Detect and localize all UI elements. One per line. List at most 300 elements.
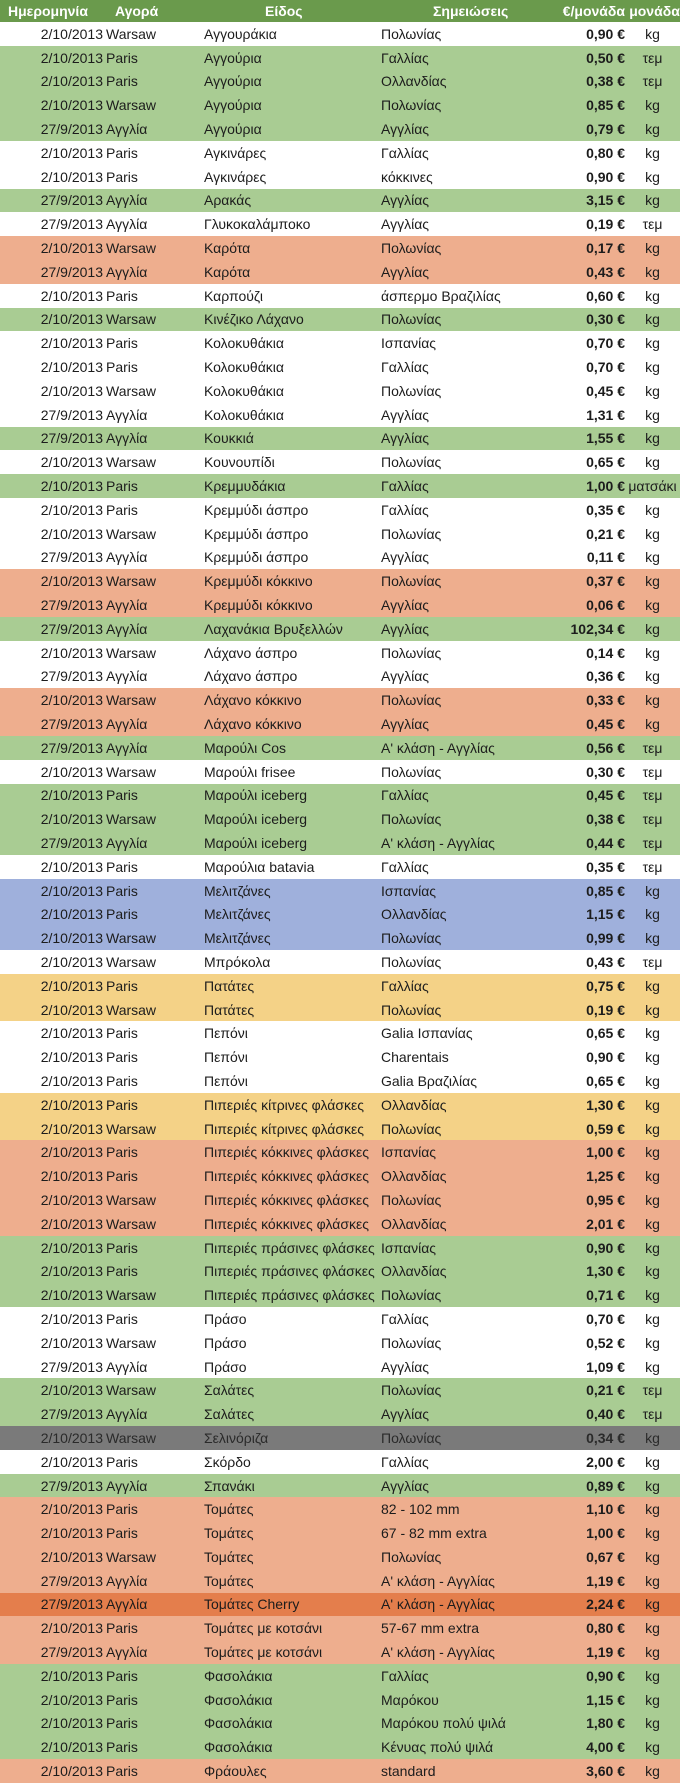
cell-item: Αγγούρια [204,73,262,90]
header-item: Είδος [265,3,303,19]
cell-unit: kg [645,263,660,280]
cell-market: Αγγλία [106,1644,148,1661]
cell-date: 2/10/2013 [40,882,103,899]
cell-date: 2/10/2013 [40,1287,103,1304]
cell-item: Αγγούρια [204,49,262,66]
table-row [0,1188,680,1212]
table-row [0,284,680,308]
cell-unit: kg [645,668,660,685]
cell-notes: Πολωνίας [381,953,442,970]
cell-price: 0,70 € [586,1310,625,1327]
cell-notes: Ολλανδίας [381,73,447,90]
cell-price: 1,25 € [586,1168,625,1185]
cell-price: 0,95 € [586,1191,625,1208]
cell-unit: kg [645,644,660,661]
cell-notes: Πολωνίας [381,97,442,114]
cell-price: 0,50 € [586,49,625,66]
cell-date: 2/10/2013 [40,1429,103,1446]
cell-item: Πράσο [204,1310,247,1327]
cell-unit: kg [645,525,660,542]
cell-unit: kg [645,1096,660,1113]
cell-unit: kg [645,573,660,590]
cell-item: Πατάτες [204,977,255,994]
header-market: Αγορά [115,3,159,19]
cell-item: Πεπόνι [204,1025,248,1042]
cell-market: Warsaw [106,811,157,828]
cell-unit: τεμ [642,763,663,780]
cell-item: Πράσο [204,1358,247,1375]
cell-price: 1,31 € [586,406,625,423]
cell-market: Αγγλία [106,263,148,280]
cell-price: 0,43 € [586,263,625,280]
cell-item: Λάχανο κόκκινο [204,692,302,709]
cell-date: 27/9/2013 [40,192,103,209]
cell-price: 0,90 € [586,1239,625,1256]
cell-item: Κρεμμύδι άσπρο [204,525,309,542]
table-row [0,1616,680,1640]
cell-unit: kg [645,97,660,114]
table-row [0,165,680,189]
cell-date: 27/9/2013 [40,549,103,566]
cell-item: Τομάτες [204,1572,254,1589]
cell-date: 2/10/2013 [40,168,103,185]
cell-unit: kg [645,1287,660,1304]
cell-price: 0,99 € [586,930,625,947]
cell-notes: Μαρόκου [381,1691,439,1708]
cell-market: Warsaw [106,1382,157,1399]
cell-notes: standard [381,1763,436,1780]
cell-notes: Πολωνίας [381,1334,442,1351]
cell-notes: Πολωνίας [381,573,442,590]
cell-date: 2/10/2013 [40,930,103,947]
cell-price: 0,19 € [586,1001,625,1018]
cell-date: 27/9/2013 [40,597,103,614]
table-row [0,427,680,451]
cell-item: Μαρούλι iceberg [204,834,308,851]
cell-date: 2/10/2013 [40,1310,103,1327]
cell-date: 2/10/2013 [40,1667,103,1684]
cell-date: 2/10/2013 [40,1382,103,1399]
cell-price: 0,65 € [586,1025,625,1042]
cell-price: 1,15 € [586,906,625,923]
cell-date: 2/10/2013 [40,525,103,542]
cell-market: Αγγλία [106,1572,148,1589]
cell-date: 27/9/2013 [40,216,103,233]
cell-date: 2/10/2013 [40,1239,103,1256]
table-row [0,546,680,570]
cell-date: 2/10/2013 [40,1334,103,1351]
cell-market: Paris [106,478,138,495]
cell-notes: Ολλανδίας [381,1215,447,1232]
table-row [0,189,680,213]
cell-date: 2/10/2013 [40,787,103,804]
table-row [0,1712,680,1736]
table-row [0,1355,680,1379]
cell-date: 2/10/2013 [40,1001,103,1018]
cell-item: Σαλάτες [204,1382,255,1399]
table-row [0,807,680,831]
cell-notes: Πολωνίας [381,1287,442,1304]
cell-market: Warsaw [106,1548,157,1565]
table-row [0,1283,680,1307]
cell-notes: Πολωνίας [381,763,442,780]
cell-price: 2,24 € [586,1596,625,1613]
table-row [0,902,680,926]
cell-date: 2/10/2013 [40,1453,103,1470]
cell-market: Paris [106,168,138,185]
cell-unit: kg [645,930,660,947]
cell-price: 2,00 € [586,1453,625,1470]
cell-notes: Αγγλίας [381,716,430,732]
cell-market: Warsaw [106,454,157,471]
table-row [0,212,680,236]
cell-item: Πιπεριές πράσινες φλάσκες [204,1239,375,1256]
cell-date: 2/10/2013 [40,382,103,399]
cell-market: Warsaw [106,311,157,328]
cell-date: 2/10/2013 [40,858,103,875]
table-row [0,141,680,165]
cell-price: 0,36 € [586,668,625,685]
cell-item: Μπρόκολα [204,953,271,970]
cell-item: Φασολάκια [204,1667,273,1684]
cell-notes: Πολωνίας [381,1120,442,1137]
cell-notes: Πολωνίας [381,811,442,828]
cell-notes: Ολλανδίας [381,1096,447,1113]
cell-market: Αγγλία [106,430,148,447]
cell-price: 0,59 € [586,1120,625,1137]
cell-price: 0,90 € [586,1667,625,1684]
cell-notes: Αγγλίας [381,1406,430,1423]
cell-unit: ματσάκι [628,478,677,495]
table-row [0,403,680,427]
cell-notes: Charentais [381,1049,449,1066]
cell-price: 0,40 € [586,1406,625,1423]
cell-notes: Μαρόκου πολύ ψιλά [381,1715,506,1732]
cell-market: Αγγλία [106,834,148,851]
cell-price: 0,79 € [586,121,625,138]
cell-unit: kg [645,382,660,399]
cell-unit: kg [645,1120,660,1137]
cell-date: 27/9/2013 [40,834,103,851]
cell-item: Καρότα [204,240,251,257]
cell-notes: Γαλλίας [381,787,429,804]
table-row [0,665,680,689]
cell-date: 2/10/2013 [40,953,103,970]
cell-unit: kg [645,192,660,209]
cell-unit: kg [645,1263,660,1280]
cell-price: 0,56 € [586,739,625,756]
cell-unit: τεμ [642,953,663,970]
cell-unit: kg [645,1310,660,1327]
table-row [0,498,680,522]
cell-date: 2/10/2013 [40,1168,103,1185]
cell-item: Πιπεριές κόκκινες φλάσκες [204,1191,369,1208]
cell-market: Αγγλία [106,1406,148,1423]
cell-notes: Γαλλίας [381,858,429,875]
table-header [0,0,680,22]
cell-unit: kg [645,1215,660,1232]
cell-date: 2/10/2013 [40,1025,103,1042]
cell-date: 2/10/2013 [40,1096,103,1113]
cell-unit: kg [645,1191,660,1208]
cell-unit: kg [645,1620,660,1637]
cell-unit: kg [645,1334,660,1351]
cell-market: Paris [106,1144,138,1161]
cell-notes: Αγγλίας [381,216,430,233]
cell-market: Warsaw [106,1334,157,1351]
cell-price: 0,70 € [586,335,625,352]
cell-date: 27/9/2013 [40,716,103,732]
header-date: Ημερομηνία [8,3,88,19]
cell-price: 1,00 € [586,1525,625,1542]
table-row [0,1212,680,1236]
cell-notes: Α' κλάση - Αγγλίας [381,1572,495,1589]
cell-market: Αγγλία [106,192,148,209]
cell-market: Αγγλία [106,739,148,756]
table-row [0,1474,680,1498]
cell-unit: τεμ [642,787,663,804]
cell-price: 4,00 € [586,1739,625,1756]
table-row [0,926,680,950]
cell-market: Αγγλία [106,1596,148,1613]
header-unit: μονάδα [629,3,680,19]
cell-unit: τεμ [642,1406,663,1423]
table-row [0,379,680,403]
cell-date: 2/10/2013 [40,1739,103,1756]
cell-date: 27/9/2013 [40,1596,103,1613]
cell-item: Αγγούρια [204,121,262,138]
cell-item: Μαρούλι iceberg [204,811,308,828]
table-row [0,474,680,498]
cell-item: Μελιτζάνες [204,906,271,923]
cell-date: 27/9/2013 [40,1644,103,1661]
cell-price: 0,30 € [586,763,625,780]
cell-notes: Αγγλίας [381,263,430,280]
cell-notes: Κένυας πολύ ψιλά [381,1739,494,1756]
table-row [0,236,680,260]
cell-item: Αγγούρια [204,97,262,114]
cell-market: Paris [106,73,138,90]
table-row [0,1569,680,1593]
cell-market: Αγγλία [106,1477,148,1494]
cell-price: 0,11 € [586,549,625,566]
cell-unit: kg [645,335,660,352]
cell-price: 0,65 € [586,1072,625,1089]
cell-item: Κρεμμύδι κόκκινο [204,573,313,590]
cell-price: 0,30 € [586,311,625,328]
table-body [0,22,680,1783]
cell-item: Κουνουπίδι [204,454,275,471]
cell-date: 2/10/2013 [40,73,103,90]
table-row [0,522,680,546]
cell-market: Paris [106,1763,138,1780]
cell-item: Πιπεριές κόκκινες φλάσκες [204,1144,369,1161]
cell-date: 27/9/2013 [40,406,103,423]
cell-unit: kg [645,359,660,376]
cell-notes: Πολωνίας [381,525,442,542]
cell-price: 0,19 € [586,216,625,233]
cell-market: Paris [106,1691,138,1708]
cell-item: Μαρούλια batavia [204,858,315,875]
cell-item: Λαχανάκια Βρυξελλών [204,620,343,637]
cell-price: 3,15 € [586,192,625,209]
cell-date: 27/9/2013 [40,263,103,280]
table-row [0,1021,680,1045]
cell-unit: kg [645,311,660,328]
cell-market: Warsaw [106,644,157,661]
cell-notes: Αγγλίας [381,668,430,685]
cell-unit: kg [645,1025,660,1042]
cell-price: 0,35 € [586,501,625,518]
cell-market: Warsaw [106,240,157,257]
cell-market: Paris [106,49,138,66]
cell-notes: κόκκινες [381,168,433,185]
cell-unit: kg [645,1477,660,1494]
cell-item: Λάχανο κόκκινο [204,716,302,732]
cell-price: 0,17 € [586,240,625,257]
cell-notes: Α' κλάση - Αγγλίας [381,1644,495,1661]
cell-item: Τομάτες [204,1525,254,1542]
cell-notes: Α' κλάση - Αγγλίας [381,739,495,756]
cell-market: Warsaw [106,930,157,947]
table-row [0,260,680,284]
header-price: €/μονάδα [562,3,625,19]
cell-market: Warsaw [106,1001,157,1018]
cell-notes: Πολωνίας [381,311,442,328]
table-row [0,998,680,1022]
cell-item: Αγγουράκια [204,25,277,42]
cell-price: 1,55 € [586,430,625,447]
cell-notes: Πολωνίας [381,1548,442,1565]
cell-price: 0,21 € [586,525,625,542]
cell-market: Αγγλία [106,668,148,685]
cell-market: Warsaw [106,1287,157,1304]
cell-date: 2/10/2013 [40,311,103,328]
cell-price: 0,06 € [586,597,625,614]
table-row [0,950,680,974]
cell-notes: Αγγλίας [381,121,430,138]
cell-date: 2/10/2013 [40,1144,103,1161]
cell-price: 1,30 € [586,1263,625,1280]
cell-date: 2/10/2013 [40,1620,103,1637]
cell-notes: 67 - 82 mm extra [381,1525,487,1542]
cell-item: Κρεμμυδάκια [204,478,286,495]
cell-market: Paris [106,1525,138,1542]
cell-item: Σαλάτες [204,1406,255,1423]
cell-item: Τομάτες [204,1501,254,1518]
cell-notes: 57-67 mm extra [381,1620,480,1637]
cell-price: 0,71 € [586,1287,625,1304]
cell-unit: kg [645,1144,660,1161]
cell-unit: kg [645,121,660,138]
cell-date: 2/10/2013 [40,692,103,709]
cell-price: 0,90 € [586,25,625,42]
cell-notes: Γαλλίας [381,1667,429,1684]
cell-item: Πατάτες [204,1001,255,1018]
cell-date: 27/9/2013 [40,620,103,637]
cell-date: 27/9/2013 [40,739,103,756]
cell-price: 1,00 € [586,478,625,495]
cell-market: Paris [106,1072,138,1089]
cell-item: Πιπεριές κόκκινες φλάσκες [204,1168,369,1185]
cell-price: 0,35 € [586,858,625,875]
cell-notes: Πολωνίας [381,930,442,947]
table-row [0,1140,680,1164]
table-row [0,1545,680,1569]
table-row [0,1045,680,1069]
cell-unit: kg [645,1501,660,1518]
cell-date: 2/10/2013 [40,811,103,828]
cell-unit: kg [645,454,660,471]
cell-market: Warsaw [106,1215,157,1232]
cell-unit: kg [645,1548,660,1565]
cell-price: 0,60 € [586,287,625,304]
cell-date: 2/10/2013 [40,1525,103,1542]
cell-item: Πιπεριές πράσινες φλάσκες [204,1287,375,1304]
cell-date: 2/10/2013 [40,240,103,257]
cell-unit: τεμ [642,811,663,828]
table-row [0,70,680,94]
cell-notes: Γαλλίας [381,359,429,376]
cell-date: 2/10/2013 [40,287,103,304]
table-row [0,1236,680,1260]
table-row [0,1450,680,1474]
cell-market: Αγγλία [106,597,148,614]
cell-notes: Α' κλάση - Αγγλίας [381,1596,495,1613]
cell-price: 1,09 € [586,1358,625,1375]
cell-date: 2/10/2013 [40,1763,103,1780]
cell-item: Φασολάκια [204,1715,273,1732]
cell-market: Paris [106,1239,138,1256]
cell-date: 2/10/2013 [40,906,103,923]
cell-market: Paris [106,858,138,875]
cell-date: 2/10/2013 [40,478,103,495]
cell-item: Κρεμμύδι άσπρο [204,549,309,566]
table-row [0,117,680,141]
cell-date: 2/10/2013 [40,1715,103,1732]
table-row [0,1402,680,1426]
cell-date: 2/10/2013 [40,335,103,352]
cell-unit: τεμ [642,739,663,756]
cell-unit: kg [645,1168,660,1185]
cell-price: 1,15 € [586,1691,625,1708]
cell-price: 0,21 € [586,1382,625,1399]
cell-price: 0,14 € [586,644,625,661]
cell-market: Αγγλία [106,716,148,732]
cell-notes: Ισπανίας [381,882,437,899]
table-row [0,688,680,712]
cell-market: Αγγλία [106,620,148,637]
cell-price: 0,65 € [586,454,625,471]
cell-item: Σπανάκι [204,1477,255,1494]
cell-item: Κρεμμύδι άσπρο [204,501,309,518]
cell-date: 2/10/2013 [40,1691,103,1708]
cell-item: Κουκκιά [204,430,254,447]
cell-unit: kg [645,882,660,899]
cell-date: 27/9/2013 [40,121,103,138]
table-row [0,855,680,879]
cell-item: Μελιτζάνες [204,882,271,899]
cell-price: 1,10 € [586,1501,625,1518]
cell-date: 2/10/2013 [40,644,103,661]
cell-price: 0,43 € [586,953,625,970]
cell-notes: Πολωνίας [381,382,442,399]
cell-date: 2/10/2013 [40,454,103,471]
cell-notes: Πολωνίας [381,240,442,257]
cell-item: Πιπεριές κίτρινες φλάσκες [204,1120,364,1137]
cell-market: Αγγλία [106,549,148,566]
cell-price: 0,75 € [586,977,625,994]
